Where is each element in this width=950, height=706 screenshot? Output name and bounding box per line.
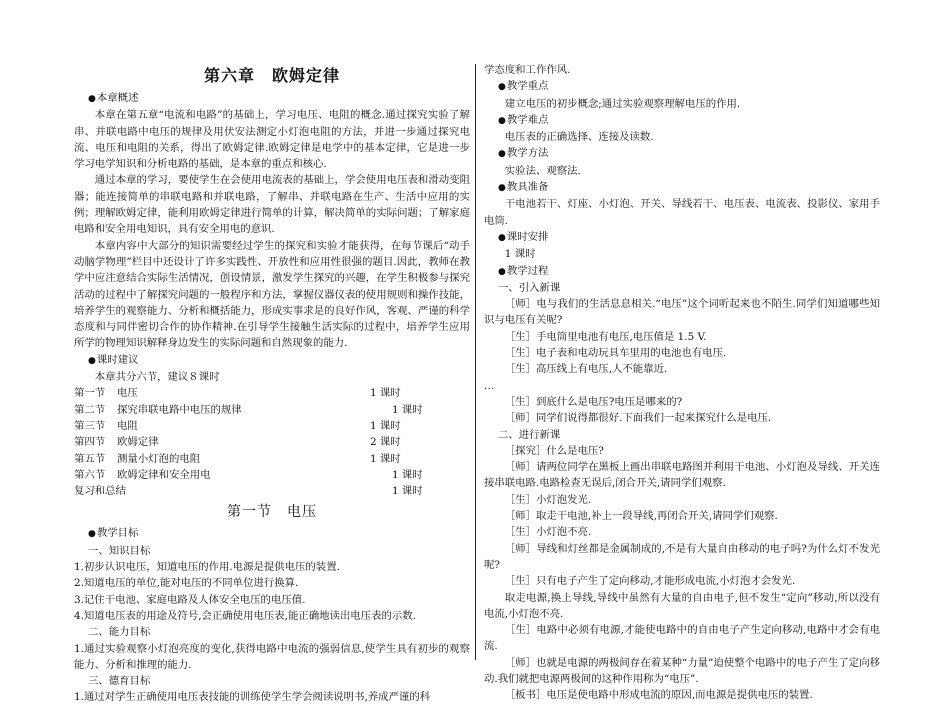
moral-heading: 三、德育目标	[88, 675, 151, 688]
dialogue-line: ［生］小灯泡发光.	[504, 493, 592, 506]
schedule-title: 电阻	[117, 419, 138, 432]
key-text: 建立电压的初步概念;通过实验观察理解电压的作用.	[504, 97, 741, 110]
overview-paragraph-1: 本章在第五章“电流和电路”的基础上，学习电压、电阻的概念.通过探究实验了解串、并联电路中电压的规律及用伏安法测定小灯泡电阻的方法，并进一步通过探究电流、电压和电阻的关系，得出了欧姆定律.欧姆定律是电学中的基本定律，它是进一步学习电学知识和分析电路的基础，是本章的重点和核心.	[74, 109, 470, 171]
schedule-title: 测量小灯泡的电阻	[117, 452, 201, 465]
dialogue-line: ［师］同学们说得都很好.下面我们一起来探究什么是电压.	[504, 412, 772, 425]
dialogue-line: ［生］到底什么是电压?电压是哪来的?	[504, 395, 683, 408]
schedule-heading: ● 课时建议	[74, 352, 470, 369]
moral-text: 1.通过对学生正确使用电压表技能的训练使学生学会阅读说明书,养成严谨的科	[74, 691, 431, 704]
schedule-num: 第二节	[74, 403, 106, 416]
difficulty-heading: ● 教学难点	[484, 112, 880, 129]
dialogue-line: ［生］小灯泡不亮.	[504, 526, 592, 539]
moral-continued: 学态度和工作作风.	[484, 64, 571, 76]
method-heading: ● 教学方法	[484, 145, 880, 162]
column-divider	[475, 64, 476, 660]
schedule-hours: 1 课时	[370, 419, 401, 432]
schedule-title: 欧姆定律和安全用电	[117, 468, 211, 481]
overview-paragraph-2: 通过本章的学习，要使学生在会使用电流表的基础上，学会使用电压表和滑动变阻器；能连接简单的串联电路和并联电路，了解串、并联电路在生产、生活中应用的实例；理解欧姆定律，能利用欧姆定律进行简单的计算，解决简单的实际问题；了解家庭电路和安全用电知识，具有安全用电的意识.	[74, 174, 470, 236]
dialogue-line: ［板书］电压是使电路中形成电流的原因,而电源是提供电压的装置.	[504, 689, 813, 702]
ability-heading: 二、能力目标	[88, 626, 151, 639]
schedule-num: 第一节	[74, 387, 106, 400]
schedule-row	[74, 402, 470, 418]
dialogue-line: ［生］只有电子产生了定向移动,才能形成电流,小灯泡才会发光.	[504, 575, 796, 588]
schedule-num: 第四节	[74, 436, 106, 449]
schedule-row	[74, 451, 470, 467]
schedule-hours: 1 课时	[370, 452, 401, 465]
goals-heading: ● 教学目标	[74, 525, 470, 542]
schedule-row	[74, 418, 470, 434]
tools-heading: ● 教具准备	[484, 179, 880, 196]
key-heading: ● 教学重点	[484, 78, 880, 95]
schedule-hours: 1 课时	[392, 468, 423, 481]
schedule-row	[74, 467, 470, 483]
schedule-row	[74, 483, 470, 499]
schedule-title: 欧姆定律	[117, 436, 159, 449]
schedule-num: 第三节	[74, 419, 106, 432]
schedule-hours: 1 课时	[370, 387, 401, 400]
dialogue-line: ［师］请两位同学在黑板上画出串联电路图并利用干电池、小灯泡及导线、开关连接串联电路.电路检查无误后,闭合开关,请同学们观察.	[484, 461, 880, 490]
schedule-table	[74, 385, 470, 499]
left-column	[74, 62, 470, 706]
dialogue-line: ［生］电子表和电动玩具车里用的电池也有电压.	[504, 347, 727, 360]
dialogue-line: ［生］手电筒里电池有电压,电压值是 1.5 V.	[504, 330, 707, 343]
knowledge-heading: 一、知识目标	[88, 544, 151, 557]
schedule-intro: 本章共分六节，建议８课时	[94, 371, 220, 384]
period-heading: ● 课时安排	[484, 229, 880, 246]
schedule-title: 探究串联电路中电压的规律	[117, 403, 242, 416]
schedule-hours: 1 课时	[392, 485, 423, 498]
right-column	[484, 62, 880, 704]
dialogue-line: ［生］电路中必须有电源,才能使电路中的自由电子产生定向移动,电路中才会有电流.	[484, 624, 880, 653]
schedule-row	[74, 434, 470, 450]
ellipsis: …	[484, 379, 495, 392]
schedule-num: 第五节	[74, 452, 106, 465]
schedule-hours: 2 课时	[370, 436, 401, 449]
knowledge-item: 1.初步认识电压，知道电压的作用.电源是提供电压的装置.	[74, 561, 340, 574]
dialogue-line: ［师］取走干电池,补上一段导线,再闭合开关,请同学们观察.	[504, 510, 778, 523]
section-title: 第一节 电压	[227, 504, 317, 521]
dialogue-line: ［师］电与我们的生活息息相关.“电压”这个词听起来也不陌生.同学们知道哪些知识与电压有关呢?	[484, 298, 880, 327]
process-heading: ● 教学过程	[484, 263, 880, 280]
knowledge-item: 2.知道电压的单位,能对电压的不同单位进行换算.	[74, 577, 299, 590]
tools-text: 干电池若干、灯座、小灯泡、开关、导线若干、电压表、电流表、投影仪、家用手电筒.	[484, 198, 880, 227]
overview-heading: ● 本章概述	[74, 90, 470, 107]
dialogue-line: ［师］导线和灯丝都是金属制成的,不是有大量自由移动的电子吗?为什么灯不发光呢?	[484, 542, 880, 571]
chapter-title: 第六章 欧姆定律	[203, 66, 340, 85]
new-lesson-heading: 二、进行新课	[498, 428, 561, 441]
overview-paragraph-3: 本章内容中大部分的知识需要经过学生的探究和实验才能获得，在每节课后“动手动脑学物理”栏目中还设计了许多实践性、开放性和应用性很强的题目.因此，教师在教学中应注意结合实际生活情况，创设情景，激发学生探究的兴趣，在学生积极参与探究活动的过程中了解探究问题的一般程序和方法，掌握仪器仪表的使用规则和操作技能，培养学生的观察能力、分析和概括能力，形成实事求是的良好作风，客观、严谨的科学态度和与同伴密切合作的协作精神.在引导学生接触生活实际的过程中，培养学生应用所学的物理知识解释身边发生的实际问题和自然现象的能力.	[74, 239, 470, 350]
difficulty-text: 电压表的正确选择、连接及读数.	[504, 131, 654, 144]
intro-heading: 一、引入新课	[498, 281, 561, 294]
schedule-row	[74, 385, 470, 401]
dialogue-line: 取走电源,换上导线,导线中虽然有大量的自由电子,但不发生“定向”移动,所以没有电流,小灯泡不亮.	[484, 591, 880, 620]
schedule-num: 复习和总结	[74, 485, 126, 498]
schedule-hours: 1 课时	[392, 403, 423, 416]
knowledge-item: 3.记住干电池、家庭电路及人体安全电压的电压值.	[74, 593, 306, 606]
dialogue-line: ［生］高压线上有电压,人不能靠近.	[504, 363, 668, 376]
method-text: 实验法、观察法.	[504, 164, 581, 177]
period-text: 1 课时	[504, 248, 536, 261]
schedule-num: 第六节	[74, 468, 106, 481]
knowledge-item: 4.知道电压表的用途及符号,会正确使用电压表,能正确地读出电压表的示数.	[74, 609, 416, 622]
ability-item: 1.通过实验观察小灯泡亮度的变化,获得电路中电流的强弱信息,使学生具有初步的观察能力、分析和推理的能力.	[74, 642, 470, 671]
schedule-title: 电压	[117, 387, 138, 400]
dialogue-line: ［师］也就是电源的两极间存在着某种“力量”迫使整个电路中的电子产生了定向移动.我们就把电源两极间的这种作用称为“电压”.	[484, 656, 880, 685]
dialogue-line: ［探究］什么是电压?	[504, 444, 604, 457]
